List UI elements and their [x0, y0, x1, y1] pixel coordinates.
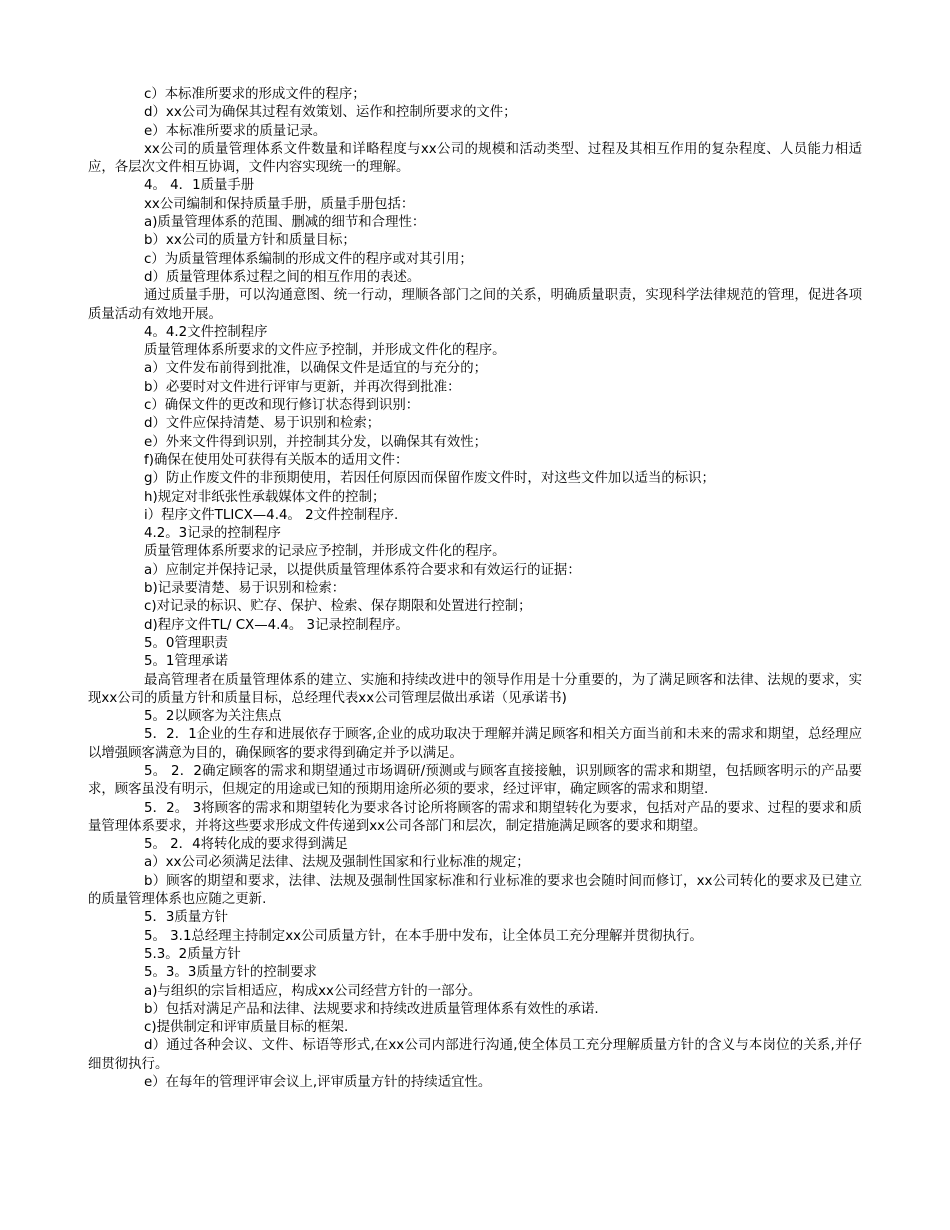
paragraph: d）xx公司为确保其过程有效策划、运作和控制所要求的文件；	[144, 105, 517, 121]
paragraph: b）顾客的期望和要求，法律、法规及强制性国家标准和行业标准的要求也会随时间而修订，xx公司转化的要求及已建立的质量管理体系也应随之更新.	[88, 873, 862, 908]
paragraph: c）确保文件的更改和现行修订状态得到识别：	[144, 398, 420, 414]
section-heading: 5。 2．4将转化成的要求得到满足	[144, 837, 348, 853]
paragraph: 通过质量手册，可以沟通意图、统一行动，理顺各部门之间的关系，明确质量职责，实现科学法律规范的管理，促进各项质量活动有效地开展。	[88, 288, 862, 322]
section-heading: 4。 4．1质量手册	[144, 178, 255, 194]
paragraph: b）xx公司的质量方针和质量目标；	[144, 233, 356, 249]
paragraph: 质量管理体系所要求的文件应予控制，并形成文件化的程序。	[144, 343, 506, 359]
paragraph: 5。 2．2确定顾客的需求和期望通过市场调研/预测或与顾客直接接触，识别顾客的需求和期望，包括顾客明示的产品要求，顾客虽没有明示，但规定的用途或已知的预期用途所必须的要求，经过评审，确定顾客的需求和期望.	[88, 763, 862, 798]
paragraph: 最高管理者在质量管理体系的建立、实施和持续改进中的领导作用是十分重要的，为了满足顾客和法律、法规的要求，实现xx公司的质量方针和质量目标，总经理代表xx公司管理层做出承诺（见承诺书)	[88, 672, 862, 706]
section-heading: 4.2。3记录的控制程序	[144, 526, 281, 542]
paragraph: e）在每年的管理评审会议上,评审质量方针的持续适宜性。	[144, 1075, 492, 1091]
section-heading: 5。1管理承诺	[144, 654, 228, 670]
section-heading: 5．3质量方针	[144, 910, 228, 926]
paragraph: a）文件发布前得到批准，以确保文件是适宜的与充分的；	[144, 361, 487, 377]
paragraph: i）程序文件TLICX—4.4。 2文件控制程序.	[144, 507, 399, 523]
paragraph: 质量管理体系所要求的记录应予控制，并形成文件化的程序。	[144, 544, 506, 560]
paragraph: 5。 3.1总经理主持制定xx公司质量方针，在本手册中发布，让全体员工充分理解并贯彻执行。	[144, 928, 703, 944]
paragraph: c）本标准所要求的形成文件的程序；	[144, 87, 366, 102]
paragraph: 5．2。 3将顾客的需求和期望转化为要求各讨论所将顾客的需求和期望转化为要求，包括对产品的要求、过程的要求和质量管理体系要求，并将这些要求形成文件传递到xx公司各部门和层次，制定措施满足顾客的要求和期望。	[88, 800, 862, 834]
paragraph: f)确保在使用处可获得有关版本的适用文件：	[144, 452, 409, 468]
paragraph: e）外来文件得到识别，并控制其分发，以确保其有效性；	[144, 434, 488, 450]
paragraph: b)记录要清楚、易于识别和检索：	[144, 581, 346, 597]
paragraph: h)规定对非纸张性承载媒体文件的控制；	[144, 489, 386, 505]
paragraph: d）通过各种会议、文件、标语等形式,在xx公司内部进行沟通,使全体员工充分理解质量方针的含义与本岗位的关系,并仔细贯彻执行。	[88, 1038, 862, 1072]
paragraph: a）应制定并保持记录，以提供质量管理体系符合要求和有效运行的证据：	[144, 562, 581, 578]
section-heading: 5.3。2质量方针	[144, 946, 241, 962]
section-heading: 5。3。3质量方针的控制要求	[144, 965, 317, 981]
paragraph: xx公司编制和保持质量手册，质量手册包括：	[144, 196, 415, 212]
section-heading: 5。0管理职责	[144, 635, 228, 651]
paragraph: c)提供制定和评审质量目标的框架.	[144, 1020, 349, 1036]
paragraph: c）为质量管理体系编制的形成文件的程序或对其引用；	[144, 251, 473, 267]
paragraph: d）文件应保持清楚、易于识别和检索；	[144, 416, 381, 432]
paragraph: xx公司的质量管理体系文件数量和详略程度与xx公司的规模和活动类型、过程及其相互作用的复杂程度、人员能力相适应，各层次文件相互协调，文件内容实现统一的理解。	[88, 141, 862, 176]
section-heading: 5。2以顾客为关注焦点	[144, 709, 282, 725]
paragraph: b）必要时对文件进行评审与更新，并再次得到批准：	[144, 379, 461, 395]
paragraph: 5．2．1企业的生存和进展依存于顾客,企业的成功取决于理解并满足顾客和相关方面当前和未来的需求和期望，总经理应以增强顾客满意为目的，确保顾客的要求得到确定并予以满足。	[88, 727, 862, 761]
section-heading: 4。4.2文件控制程序	[144, 324, 268, 340]
paragraph: b）包括对满足产品和法律、法规要求和持续改进质量管理体系有效性的承诺.	[144, 1001, 599, 1017]
paragraph: a)质量管理体系的范围、删减的细节和合理性：	[144, 215, 426, 231]
paragraph: a)与组织的宗旨相适应，构成xx公司经营方针的一部分。	[144, 983, 482, 999]
paragraph: d）质量管理体系过程之间的相互作用的表述。	[144, 269, 421, 285]
paragraph: a）xx公司必须满足法律、法规及强制性国家和行业标准的规定；	[144, 855, 530, 871]
paragraph: e）本标准所要求的质量记录。	[144, 123, 327, 139]
paragraph: d)程序文件TL/ CX—4.4。 3记录控制程序。	[144, 617, 409, 633]
paragraph: c)对记录的标识、贮存、保护、检索、保存期限和处置进行控制；	[144, 599, 532, 615]
paragraph: g）防止作废文件的非预期使用，若因任何原因而保留作废文件时，对这些文件加以适当的标识；	[144, 471, 715, 487]
